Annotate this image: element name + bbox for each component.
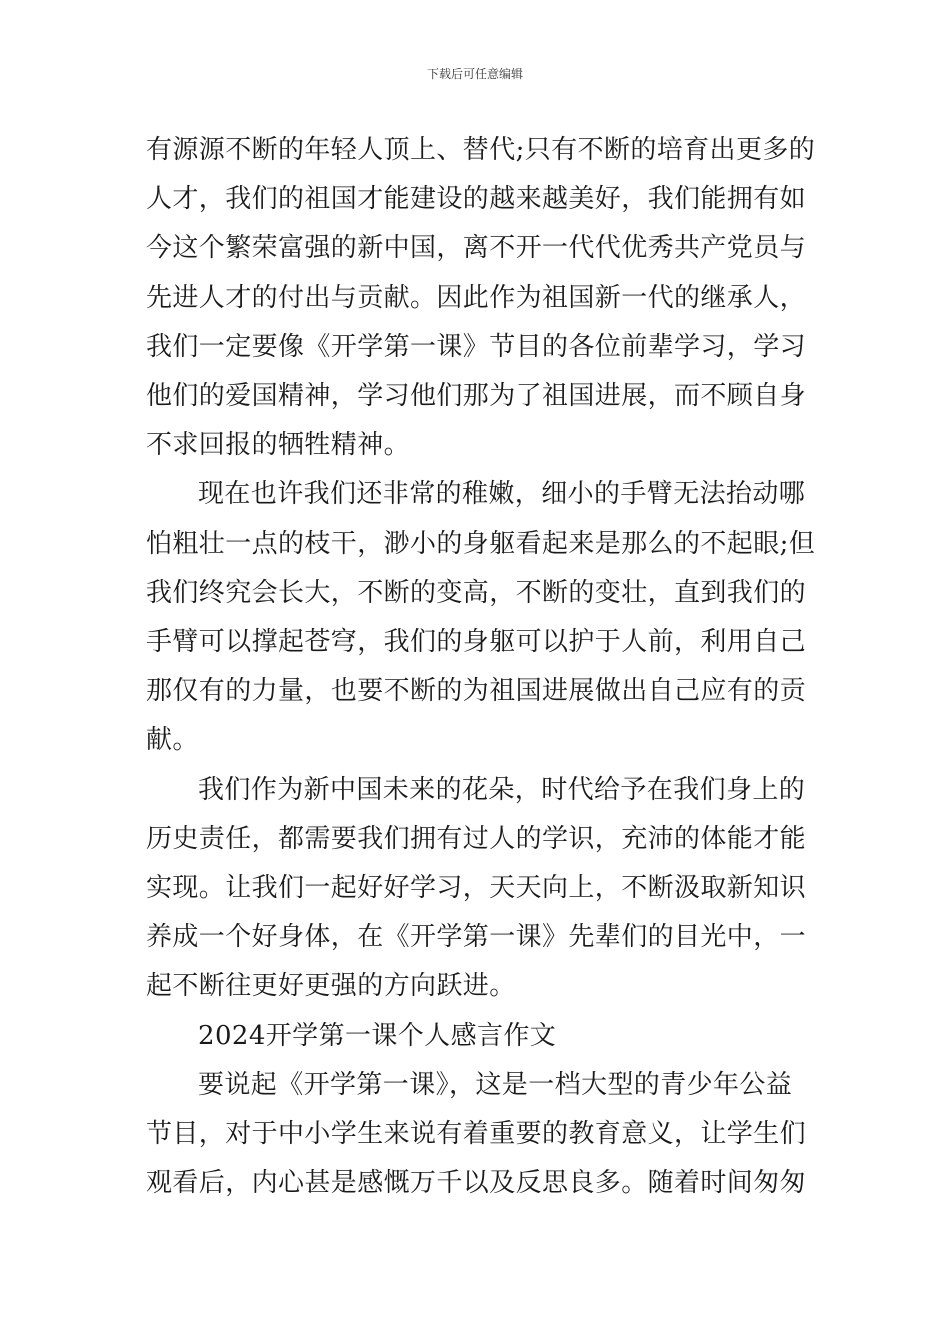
- text-line: 献。: [146, 725, 199, 756]
- text-line: 人才，我们的祖国才能建设的越来越美好，我们能拥有如: [146, 184, 807, 215]
- text-line: 先进人才的付出与贡献。因此作为祖国新一代的继承人，: [146, 282, 807, 313]
- paragraph-4: [146, 1061, 808, 1209]
- text-line: 节目，对于中小学生来说有着重要的教育意义，让学生们: [146, 1119, 807, 1150]
- paragraph-3: [146, 766, 808, 1012]
- header-note: 下载后可任意编辑: [426, 67, 523, 81]
- text-line: 我们作为新中国未来的花朵，时代给予在我们身上的: [198, 774, 806, 805]
- section-heading: [146, 1012, 808, 1061]
- text-line: 那仅有的力量，也要不断的为祖国进展做出自己应有的贡: [146, 676, 807, 707]
- text-line: 他们的爱国精神，学习他们那为了祖国进展，而不顾自身: [146, 381, 807, 412]
- text-line: 观看后，内心甚是感慨万千以及反思良多。随着时间匆匆: [146, 1168, 807, 1199]
- text-line: 今这个繁荣富强的新中国，离不开一代代优秀共产党员与: [146, 233, 807, 264]
- text-line: 有源源不断的年轻人顶上、替代;只有不断的培育出更多的: [146, 135, 816, 165]
- text-line: 现在也许我们还非常的稚嫩，细小的手臂无法抬动哪: [198, 479, 806, 510]
- paragraph-2: [146, 470, 816, 765]
- text-line: 要说起《开学第一课》，这是一档大型的青少年公益: [198, 1069, 793, 1100]
- text-line: 我们终究会长大，不断的变高，不断的变壮，直到我们的: [146, 577, 807, 608]
- text-line: 历史责任，都需要我们拥有过人的学识，充沛的体能才能: [146, 823, 807, 854]
- text-line: 我们一定要像《开学第一课》节目的各位前辈学习，学习: [146, 331, 807, 362]
- text-line: 实现。让我们一起好好学习，天天向上，不断汲取新知识: [146, 873, 807, 904]
- text-line: 不求回报的牺牲精神。: [146, 430, 411, 461]
- document-body: [146, 126, 816, 1208]
- text-line: 手臂可以撑起苍穹，我们的身躯可以护于人前，利用自己: [146, 627, 807, 658]
- section-title: 2024开学第一课个人感言作文: [198, 1020, 557, 1051]
- text-line: 怕粗壮一点的枝干，渺小的身躯看起来是那么的不起眼;但: [146, 528, 816, 559]
- paragraph-1: [146, 126, 816, 470]
- text-line: 养成一个好身体，在《开学第一课》先辈们的目光中，一: [146, 922, 807, 953]
- text-line: 起不断往更好更强的方向跃进。: [146, 971, 516, 1002]
